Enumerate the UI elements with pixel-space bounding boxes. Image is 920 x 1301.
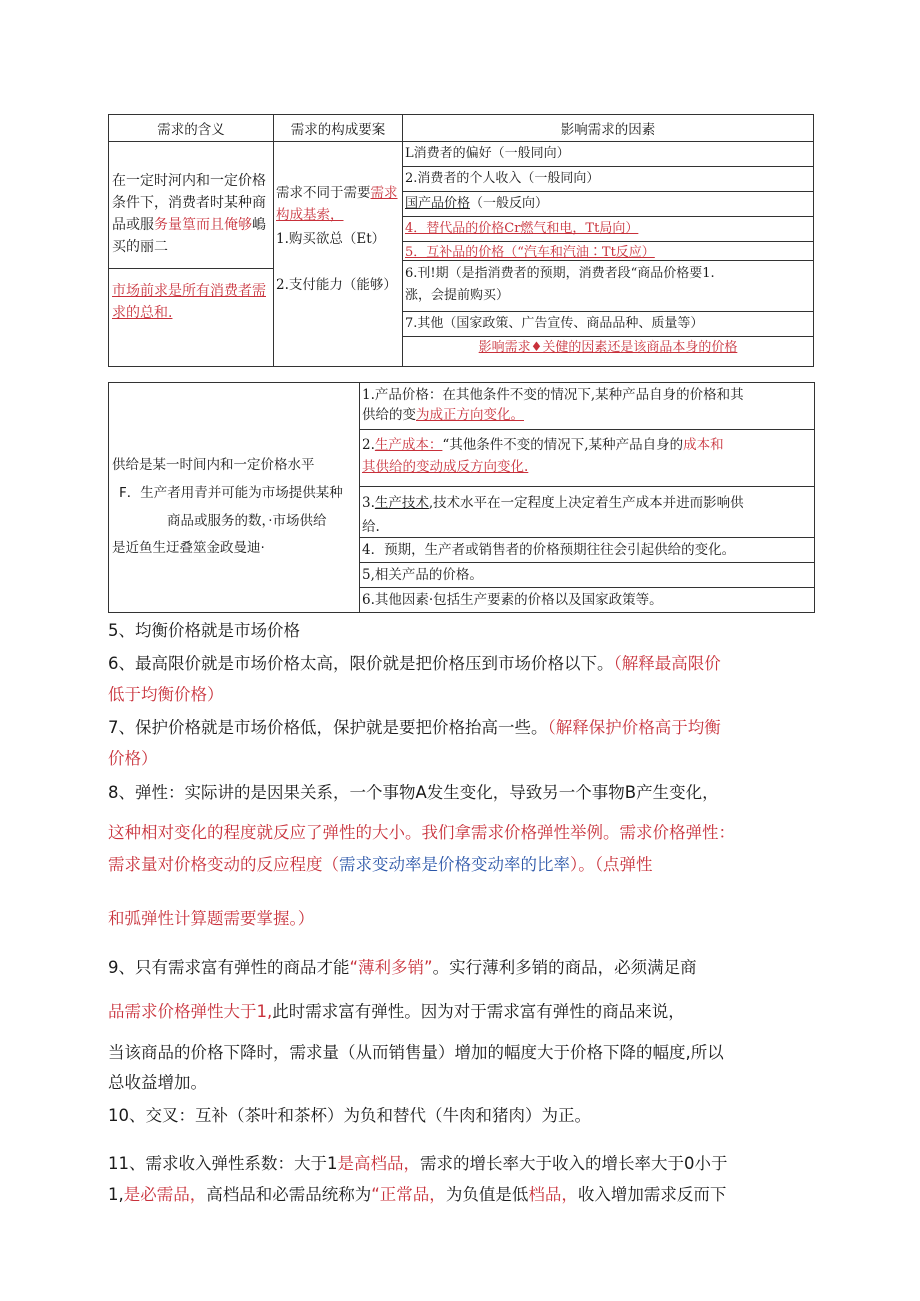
item-7-cont: 价格）: [108, 749, 158, 768]
factor-other: 7.其他（国家政策、广告宣传、商品品种、质量等）: [403, 312, 813, 337]
supply-factor-price: 1.产品价格：在其他条件不变的情况下,某种产品自身的价格和其 供给的变为成正方向变化。: [360, 383, 814, 430]
item-8-line2: 这种相对变化的程度就反应了弹性的大小。我们拿需求价格弹性举例。需求价格弹性：: [108, 823, 735, 842]
factor-summary: 影响需求♦关健的因素还是该商品本身的价格: [478, 340, 738, 355]
item-9-line3: 当该商品的价格下降时，需求量（从而销售量）增加的幅度大于价格下降的幅度,所以: [108, 1043, 724, 1062]
item-9: 9、只有需求富有弹性的商品才能“薄利多销”。实行薄利多销的商品，必须满足商: [108, 958, 697, 977]
item-8-line3: 需求量对价格变动的反应程度（需求变动率是价格变动率的比率）。（点弹性: [108, 855, 653, 874]
item-6-cont: 低于均衡价格）: [108, 685, 224, 704]
factor-preference: L消费者的偏好（一般同向）: [403, 142, 813, 167]
item-8: 8、弹性：实际讲的是因果关系，一个事物A发生变化，导致另一个事物B产生变化，: [108, 783, 719, 802]
market-demand-definition: 市场前求是所有消费者需求的总和.: [112, 283, 266, 321]
components-cell: [274, 142, 403, 367]
item-6: 6、最高限价就是市场价格太高，限价就是把价格压到市场价格以下。（解释最高限价: [108, 654, 721, 673]
component-desire: 1.购买欲总（Et）: [276, 231, 386, 247]
item-11-line2: 1,是必需品，高档品和必需品统称为“正常品，为负值是低档品，收入增加需求反而下: [108, 1185, 727, 1204]
supply-factor-technology: 3.生产技术,技术水平在一定程度上决定着生产成本并进而影响供 给.: [360, 487, 814, 538]
header-meaning: 需求的含义: [109, 115, 274, 142]
item-9-line4: 总收益增加。: [108, 1073, 207, 1092]
supply-line-3: 商品或服务的数，·市场供给: [167, 513, 327, 529]
component-ability: 2.支付能力（能够）: [276, 277, 397, 293]
meaning-text: 在一定时河内和一定价格条件下，消费者时某种商品或服: [112, 173, 266, 233]
supply-factors-cell: [360, 383, 815, 613]
meaning-tail: 嶋买的丽二: [112, 217, 266, 255]
demand-table: [108, 114, 814, 367]
supply-line-2: F．生产者用青并可能为市场提供某种: [119, 485, 343, 501]
item-5: 5、均衡价格就是市场价格: [108, 621, 300, 640]
factor-complement-price: 5．互补品的价格（“汽车和汽油∶Tt反应）: [403, 242, 813, 261]
factor-substitute-price: 4．替代品的价格Cr燃气和电，Tt局向）: [403, 217, 813, 242]
factor-income: 2.消费者的个人收入（一般同向）: [403, 167, 813, 192]
item-7: 7、保护价格就是市场价格低，保护就是要把价格抬高一些。（解释保护价格高于均衡: [108, 718, 721, 737]
item-11: 11、需求收入弹性系数：大于1是高档品，需求的增长率大于收入的增长率大于0小于: [108, 1154, 728, 1173]
factor-expectation: 6.刊!期（是指消费者的预期，消费者段“商品价格要1. 涨，会提前购买）: [403, 261, 813, 312]
supply-factor-expectation: 4．预期，生产者或销售者的价格预期往往会引起供给的变化。: [360, 538, 814, 563]
supply-line-1: 供给是某一时间内和一定价格水平: [112, 457, 315, 473]
supply-factor-other: 6.其他因素·包括生产要素的价格以及国家政策等。: [362, 592, 663, 608]
item-10: 10、交叉：互补（茶叶和茶杯）为负和替代（牛肉和猪肉）为正。: [108, 1106, 591, 1125]
item-8-line4: 和弧弹性计算题需要掌握。）: [108, 909, 315, 928]
meaning-red-text: 务量篁而且俺够: [154, 217, 252, 233]
components-intro: 需求不同于需要: [276, 185, 371, 201]
supply-line-4: 是近鱼生迂叠筮金政曼迪·: [112, 540, 265, 556]
meaning-cell: [109, 142, 274, 367]
factor-own-price: 国产品价格（一般反向）: [403, 192, 813, 217]
header-components: 需求的构成要案: [274, 115, 403, 142]
supply-table: [108, 382, 815, 613]
header-factors: 影响需求的因素: [403, 115, 814, 142]
supply-factor-related: 5,相关产品的价格。: [360, 563, 814, 588]
components-red: 需求构成基索，: [276, 185, 398, 223]
item-9-line2: 品需求价格弹性大于1,此时需求富有弹性。因为对于需求富有弹性的商品来说，: [108, 1002, 685, 1021]
supply-definition-cell: [109, 383, 360, 613]
supply-factor-cost: 2.生产成本：“其他条件不变的情况下,某种产品自身的成本和 其供给的变动成反方向变化.: [360, 430, 814, 487]
factors-cell: [403, 142, 814, 367]
